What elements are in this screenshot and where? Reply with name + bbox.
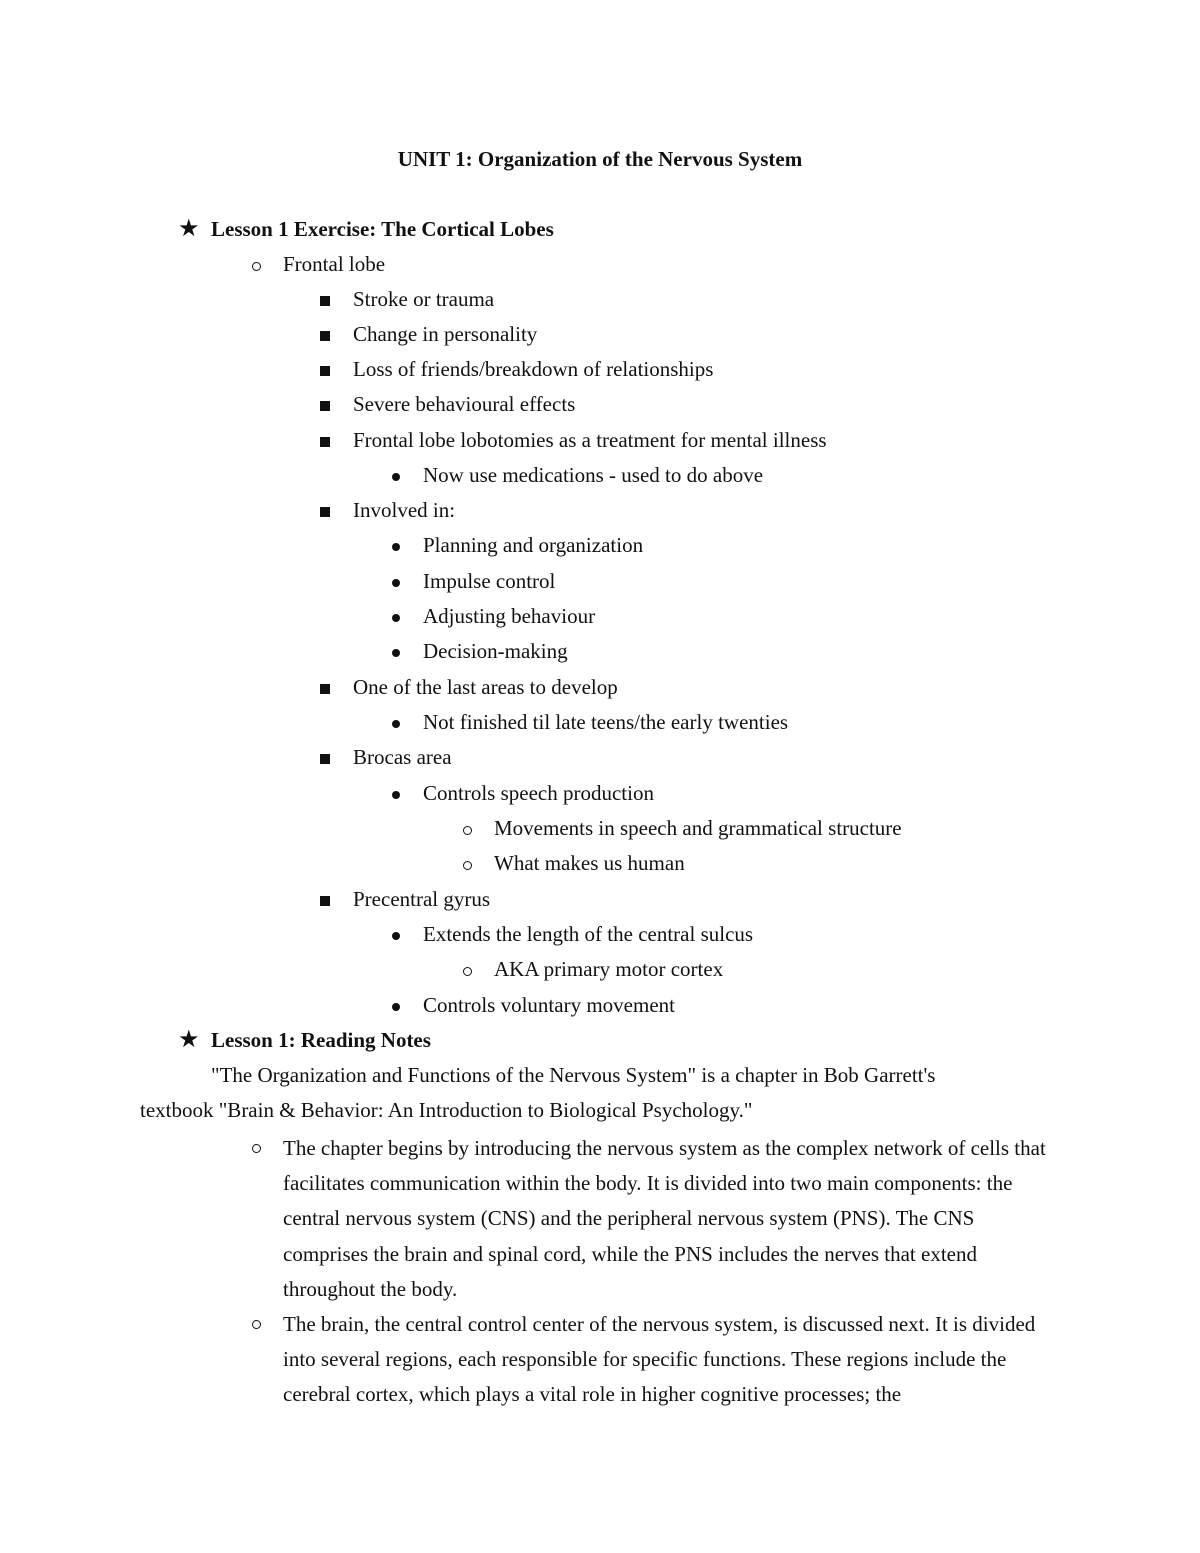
list-item-text: Precentral gyrus <box>353 887 491 911</box>
square-bullet-icon <box>315 319 335 349</box>
list-item-level2 <box>315 354 1015 389</box>
list-item-text: Planning and organization <box>423 533 644 557</box>
list-item-text: Not finished til late teens/the early twenties <box>423 710 789 734</box>
list-item-text: Frontal lobe <box>283 252 386 276</box>
list-item-text: Decision-making <box>423 639 568 663</box>
square-bullet-icon <box>315 742 335 772</box>
hollow-circle-bullet-icon <box>457 954 477 984</box>
lesson-exercise-heading: Lesson 1 Exercise: The Cortical Lobes <box>211 217 554 241</box>
square-bullet-icon <box>315 284 335 314</box>
square-bullet-icon <box>315 884 335 914</box>
lesson-reading-heading-row <box>178 1025 778 1060</box>
list-item-level2 <box>315 425 1015 460</box>
list-item-level2 <box>315 319 1015 354</box>
list-item-level3 <box>386 601 1086 636</box>
list-item-level1 <box>246 249 746 284</box>
lesson-exercise-heading-row <box>178 214 778 249</box>
list-item-level4 <box>457 848 1057 883</box>
list-item-level3 <box>386 707 1086 742</box>
list-item-text: Now use medications - used to do above <box>423 463 764 487</box>
intro-line <box>140 1095 1040 1130</box>
filled-dot-bullet-icon <box>386 566 406 596</box>
filled-dot-bullet-icon <box>386 636 406 666</box>
filled-dot-bullet-icon <box>386 460 406 490</box>
filled-dot-bullet-icon <box>386 707 406 737</box>
filled-dot-bullet-icon <box>386 778 406 808</box>
list-item-text: Movements in speech and grammatical structure <box>494 816 902 840</box>
list-item-level2 <box>315 742 1015 777</box>
list-item-level3 <box>386 919 1086 954</box>
list-item-level3 <box>386 636 1086 671</box>
page-title: UNIT 1: Organization of the Nervous System <box>397 147 803 171</box>
list-item-level4 <box>457 813 1057 848</box>
list-item-level3 <box>386 460 1086 495</box>
hollow-circle-bullet-icon <box>246 1131 266 1161</box>
list-item-text: Controls speech production <box>423 781 654 805</box>
filled-dot-bullet-icon <box>386 919 406 949</box>
list-item-level2 <box>315 884 1015 919</box>
paragraph-text: The brain, the central control center of the nervous system, is discussed next. It is divided into several regions, each responsible for specific functions. These regions include the cerebral cortex, which plays a vital role in higher cognitive processes; the <box>283 1312 1036 1407</box>
intro-text-line-1: "The Organization and Functions of the Nervous System" is a chapter in Bob Garrett's <box>211 1063 936 1087</box>
list-item-text: What makes us human <box>494 851 685 875</box>
square-bullet-icon <box>315 672 335 702</box>
intro-text-line-2: textbook "Brain & Behavior: An Introduction to Biological Psychology." <box>140 1098 753 1122</box>
list-item-text: AKA primary motor cortex <box>494 957 724 981</box>
lesson-reading-heading: Lesson 1: Reading Notes <box>211 1028 431 1052</box>
filled-dot-bullet-icon <box>386 990 406 1020</box>
list-item-level2 <box>315 672 1015 707</box>
hollow-circle-bullet-icon <box>246 1307 266 1337</box>
star-bullet-icon: ★ <box>178 1027 200 1053</box>
square-bullet-icon <box>315 354 335 384</box>
list-item-text: Severe behavioural effects <box>353 392 576 416</box>
list-item-text: Adjusting behaviour <box>423 604 596 628</box>
list-item-text: Stroke or trauma <box>353 287 495 311</box>
list-item-level3 <box>386 566 1086 601</box>
square-bullet-icon <box>315 495 335 525</box>
intro-line <box>211 1060 1111 1095</box>
list-item-text: Change in personality <box>353 322 538 346</box>
list-item-level2 <box>315 284 1015 319</box>
list-item-level3 <box>386 530 1086 565</box>
list-item-text: Brocas area <box>353 745 452 769</box>
filled-dot-bullet-icon <box>386 601 406 631</box>
hollow-circle-bullet-icon <box>457 813 477 843</box>
list-item-level2 <box>315 389 1015 424</box>
list-item-text: Loss of friends/breakdown of relationships <box>353 357 714 381</box>
hollow-circle-bullet-icon <box>246 249 266 279</box>
list-item-text: Impulse control <box>423 569 556 593</box>
filled-dot-bullet-icon <box>386 530 406 560</box>
list-item-text: One of the last areas to develop <box>353 675 618 699</box>
hollow-circle-bullet-icon <box>457 848 477 878</box>
list-item-level2 <box>315 495 1015 530</box>
square-bullet-icon <box>315 425 335 455</box>
list-item-level3 <box>386 990 1086 1025</box>
star-bullet-icon: ★ <box>178 216 200 242</box>
list-item-text: Controls voluntary movement <box>423 993 675 1017</box>
list-item-level3 <box>386 778 1086 813</box>
list-item-text: Extends the length of the central sulcus <box>423 922 754 946</box>
square-bullet-icon <box>315 389 335 419</box>
list-item-text: Involved in: <box>353 498 456 522</box>
list-item-level4 <box>457 954 1057 989</box>
paragraph-text: The chapter begins by introducing the nervous system as the complex network of cells that facilitates communication within the body. It is divided into two main components: the central nervous system (CNS) and the peripheral nervous system (PNS). The CNS comprises the brain and spinal cord, while the PNS includes the nerves that extend throughout the body. <box>283 1136 1046 1301</box>
list-item-text: Frontal lobe lobotomies as a treatment for mental illness <box>353 428 827 452</box>
